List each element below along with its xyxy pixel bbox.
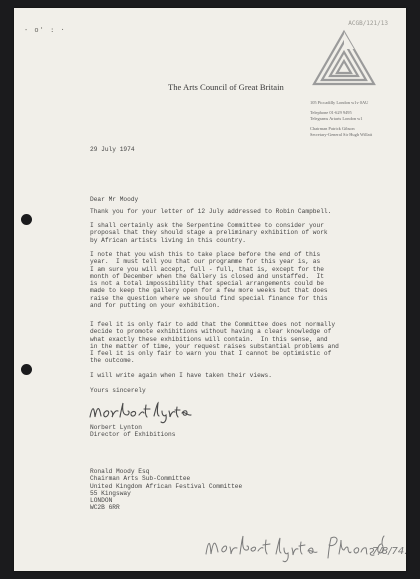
- officer-line: Chairman Patrick Gibson: [310, 126, 355, 131]
- body-paragraph: I shall certainly ask the Serpentine Committee to consider your proposal that they should stage a preliminary exhibition of work by African artists living in this country.: [90, 222, 328, 244]
- letterhead-org-name: The Arts Council of Great Britain: [168, 82, 284, 92]
- officer-line: Secretary-General Sir Hugh Willatt: [310, 132, 373, 137]
- handwritten-annotation: [200, 530, 408, 564]
- recipient-line: LONDON: [90, 497, 113, 505]
- signer-title: Director of Exhibitions: [90, 431, 176, 439]
- recipient-address: [90, 468, 242, 512]
- recipient-line: United Kingdom African Festival Committee: [90, 482, 243, 490]
- handwritten-date: 7/8/74.: [372, 546, 408, 557]
- body-paragraph: I feel it is only fair to add that the Committee does not normally decide to promote exhibitions without having a clear knowledge of what exactly these exhibitions will contain. In this sense, and in the matter of time, your request raises substantial problems and I feel it is only fair to warn you that I cannot be optimistic of the outcome.: [90, 321, 339, 365]
- address-line: 105 Piccadilly London w1v 0AU: [310, 100, 369, 105]
- recipient-line: 55 Kingsway: [90, 489, 131, 497]
- signer-name: Norbert Lynton: [90, 424, 142, 431]
- pencil-marks: - o' : ·: [24, 26, 66, 34]
- closing: Yours sincerely: [90, 387, 146, 394]
- body-paragraph: I note that you wish this to take place before the end of this year. I must tell you that our programme for this year is, as I am sure you will accept, full - full, that is, except for the month of December when the Gallery is closed and unstaffed. It is not a total impossibility that special arrangements could be made to keep the gallery open for a few more weeks but that does raise the question where we should find special finance for this and for putting on your exhibition.: [90, 251, 328, 310]
- recipient-line: Ronald Moody Esq: [90, 468, 150, 475]
- handwritten-signature: [86, 399, 196, 423]
- letterhead-address: [310, 100, 402, 138]
- recipient-line: Chairman Arts Sub-Committee: [90, 475, 191, 483]
- archive-reference: ACGB/121/13: [348, 20, 388, 27]
- letter-page: [14, 8, 406, 571]
- address-line: Telegrams Artarts London w1: [310, 116, 363, 121]
- address-line: Telephone 01-629 9495: [310, 110, 352, 115]
- body-paragraph: I will write again when I have taken their views.: [90, 372, 272, 379]
- recipient-line: WC2B 6RR: [90, 504, 120, 512]
- punch-hole: [21, 214, 32, 225]
- punch-hole: [21, 364, 32, 375]
- letter-date: 29 July 1974: [90, 146, 135, 153]
- body-paragraph: Thank you for your letter of 12 July addressed to Robin Campbell.: [90, 208, 332, 215]
- arts-council-logo: [312, 30, 376, 86]
- salutation: Dear Mr Moody: [90, 196, 139, 203]
- signer-block: [90, 424, 175, 439]
